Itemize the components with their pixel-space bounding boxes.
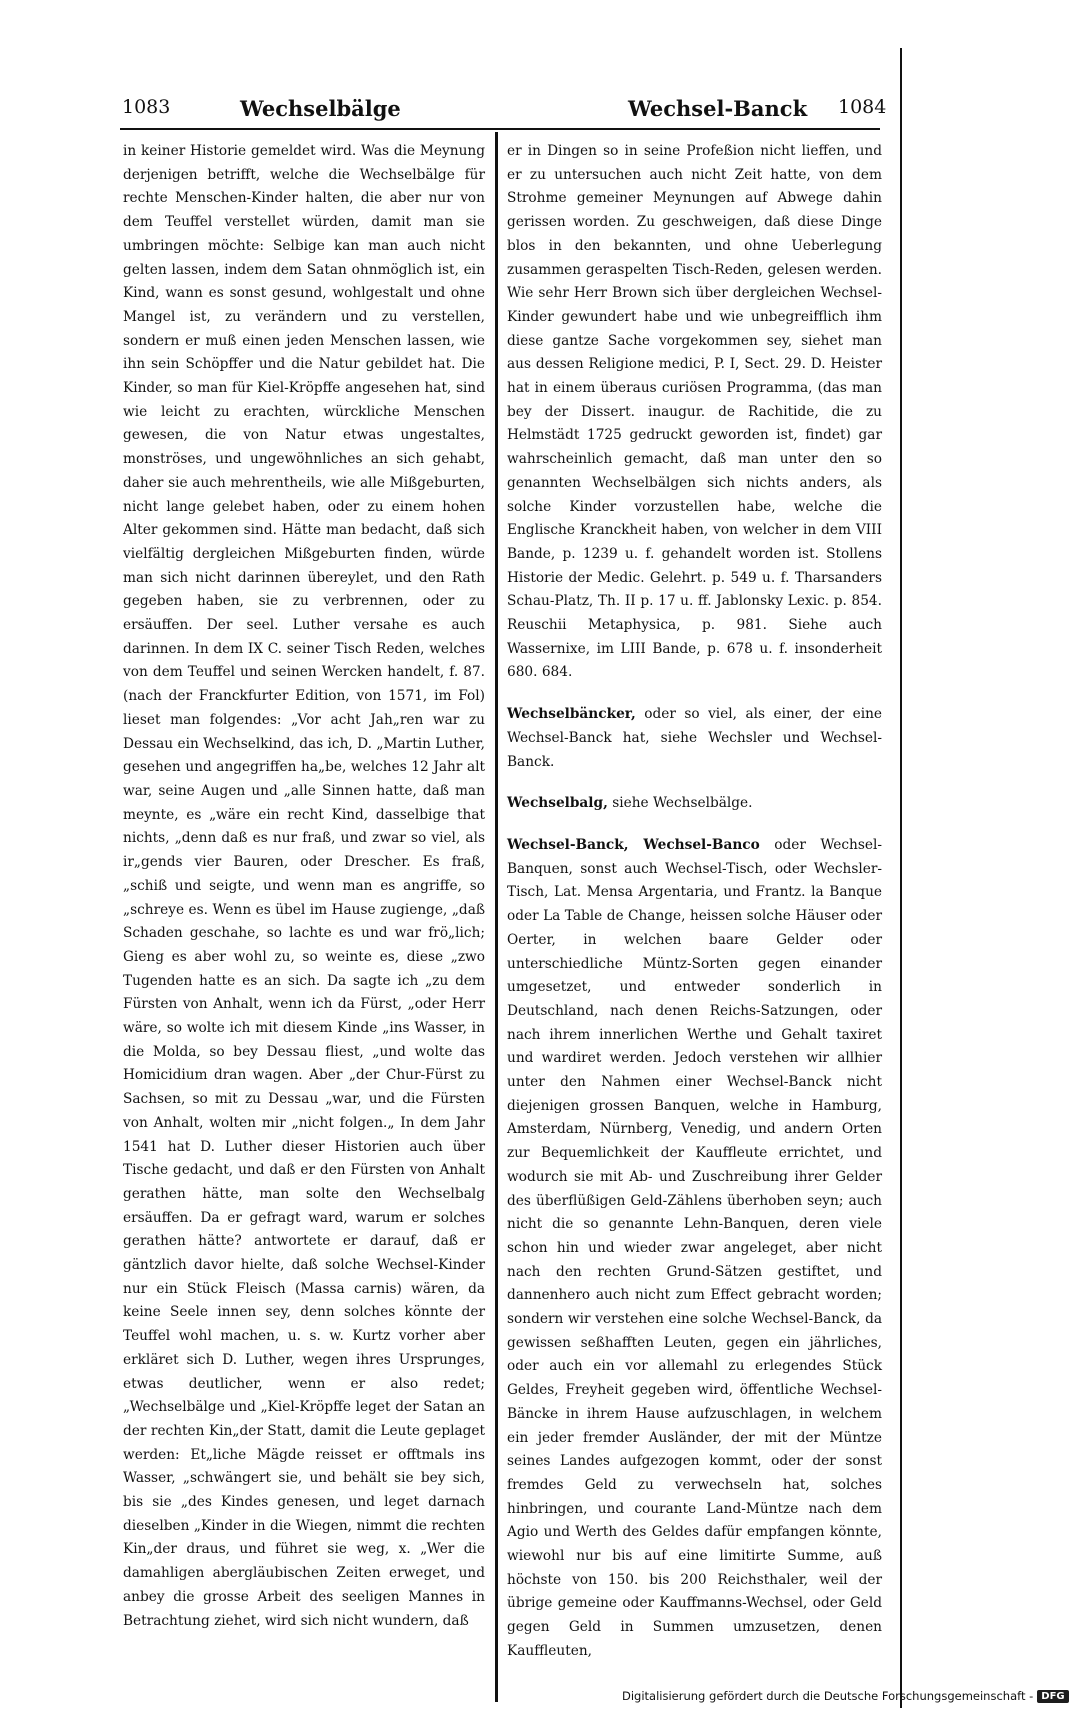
lemma-wechselbalg: Wechselbalg, [507,795,608,812]
entry-text: siehe Wechselbälge. [607,795,753,812]
left-column [123,140,485,1633]
entry-text: oder so viel, als einer, der eine Wechsel-Banck hat, siehe Wechsler und Wechsel-Banck. [507,706,882,770]
digitization-footer [622,1689,1069,1703]
left-column-text: in keiner Historie gemeldet wird. Was die Meynung derjenigen betrifft, welche die Wechselbälge für rechte Menschen-Kinder halten, die aber nur von dem Teuffel verstellet würden, damit man sie umbringen möchte: Selbige kan man auch nicht gelten lassen, indem dem Satan ohnmöglich ist, ein Kind, wann es sonst gesund, wohlgestalt und ohne Mangel ist, zu verändern und zu verstellen, sondern er muß einen jeden Menschen lassen, wie ihn sein Schöpffer und die Natur gebildet hat. Die Kinder, so man für Kiel-Kröpffe angesehen hat, sind wie leicht zu erachten, würckliche Menschen gewesen, die von Natur etwas ungestaltes, monströses, und ungewöhnliches an sich gehabt, daher sie auch mehrentheils, wie alle Mißgeburten, nicht lange gelebet haben, oder zu einem hohen Alter gekommen sind. Hätte man bedacht, daß sich vielfältig dergleichen Mißgeburten finden, würde man sich nicht darinnen übereylet, und den Rath gegeben haben, sie zu verbrennen, oder zu ersäuffen. Der seel. Luther versahe es auch darinnen. In dem IX C. seiner Tisch Reden, welches von dem Teuffel und seinen Wercken handelt, f. 87. (nach der Franckfurter Edition, von 1571, im Fol) lieset man folgendes: „Vor acht Jah„ren war zu Dessau ein Wechselkind, das ich, D. „Martin Luther, gesehen und angegriffen ha„be, welches 12 Jahr alt war, seine Augen und „alle Sinnen hatte, daß man meynte, es „wäre ein recht Kind, dasselbige that nichts, „denn daß es nur fraß, und zwar so viel, als ir„gends vier Bauren, oder Drescher. Es fraß, „schiß und seigte, und wenn man es angriffe, so „schreye es. Wenn es übel im Hause zugienge, „daß Schaden geschahe, so lachte es und war frö„lich; Gieng es aber wohl zu, so weinte es, diese „zwo Tugenden hatte es an sich. Da sagte ich „zu dem Fürsten von Anhalt, wenn ich da Fürst, „oder Herr wäre, so wolte ich mit diesem Kinde „ins Wasser, in die Molda, so bey Dessau fliest, „und wolte das Homicidium dran wagen. Aber „der Chur-Fürst zu Sachsen, so mit zu Dessau „war, und die Fürsten von Anhalt, wolten mir „nicht folgen.„ In dem Jahr 1541 hat D. Luther dieser Historien auch über Tische gedacht, und daß er den Fürsten von Anhalt gerathen hätte, man solte den Wechselbalg ersäuffen. Da er gefragt ward, warum er solches gerathen hätte? antwortete er darauf, daß er gäntzlich davor hielte, daß solche Wechsel-Kinder nur ein Stück Fleisch (Massa carnis) wären, da keine Seele innen sey, denn solches könnte der Teuffel wohl machen, u. s. w. Kurtz vorher aber erkläret sich D. Luther, wegen ihres Ursprunges, etwas deutlicher, wenn er also redet; „Wechselbälge und „Kiel-Kröpffe leget der Satan an der rechten Kin„der Statt, damit die Leute geplaget werden: Et„liche Mägde reisset er offtmals ins Wasser, „schwängert sie, und behält sie bey sich, bis sie „des Kindes genesen, und leget darnach dieselben „Kinder in die Wiegen, nimmt die rechten Kin„der draus, und führet sie weg, x. „Wer die damahligen abergläubischen Zeiten erweget, und anbey die grosse Arbeit des seeligen Mannes in Betrachtung ziehet, wird sich nicht wundern, daß [123,143,485,1629]
page-number-left: 1083 [122,96,171,118]
entry-text: oder Wechsel-Banquen, sonst auch Wechsel-Tisch, oder Wechsler-Tisch, Lat. Mensa Argentaria, und Frantz. la Banque oder La Table de Change, heissen solche Häuser oder Oerter, in welchen baare Gelder oder unterschiedliche Müntz-Sorten gegen einander umgesetzet, und entweder sonderlich in Deutschland, nach denen Reichs-Satzungen, oder nach ihrem innerlichen Werthe und Gehalt taxiret und wardiret werden. Jedoch verstehen wir allhier unter den Nahmen einer Wechsel-Banck nicht diejenigen grossen Banquen, welche in Hamburg, Amsterdam, Nürnberg, Venedig, und andern Orten zur Bequemlichkeit der Kauffleute errichtet, und wodurch sie mit Ab- und Zuschreibung ihrer Gelder des überflüßigen Geld-Zählens überhoben seyn; auch nicht die so genannte Lehn-Banquen, deren viele schon hin und wieder zwar angeleget, aber nicht nach den rechten Grund-Sätzen gestiftet, und dannenhero auch nicht zum Effect gebracht worden; sondern wir verstehen eine solche Wechsel-Banck, da gewissen seßhafften Leuten, gegen ein jährliches, oder auch ein vor allemahl zu erlegendes Stück Geldes, Freyheit gegeben wird, öffentliche Wechsel-Bäncke in ihrem Hause aufzuschlagen, in welchem ein jeder fremder Ausländer, der mit der Müntze seines Landes aufgezogen kommt, oder der sonst fremdes Geld zu verwechseln hat, solches hinbringen, und courante Land-Müntze nach dem Agio und Werth des Geldes dafür empfangen könnte, wiewohl nur bis auf eine limitirte Summe, auß höchste von 150. bis 200 Reichsthaler, weil der übrige gemeine oder Kauffmanns-Wechsel, oder Geld gegen Geld in Summen umzusetzen, denen Kauffleuten, [507,836,882,1659]
lemma-wechselbaencker: Wechselbäncker, [507,706,636,723]
lemma-wechsel-banck: Wechsel-Banck, Wechsel-Banco [507,836,760,853]
entry-wechselbaencker [507,703,882,774]
header-rule [120,128,880,130]
footer-text: Digitalisierung gefördert durch die Deutsche Forschungsgemeinschaft - [622,1689,1034,1703]
entry-wechselbalg [507,792,882,816]
column-divider [495,132,498,1702]
right-column [507,140,882,1664]
right-paragraph-1: er in Dingen so in seine Profeßion nicht lieffen, und er zu untersuchen auch nicht Zeit hatte, von dem Strohme gemeiner Meynungen auf Abwege dahin gerissen worden. Zu geschweigen, daß diese Dinge blos in den bekannten, und ohne Ueberlegung zusammen geraspelten Tisch-Reden, gelesen werden. Wie sehr Herr Brown sich über dergleichen Wechsel-Kinder gewundert habe und wie unbegreifflich ihm diese gantze Sache vorgekommen sey, siehet man aus dessen Religione medici, P. I, Sect. 29. D. Heister hat in einem überaus curiösen Programma, (das man bey der Dissert. inaugur. de Rachitide, die zu Helmstädt 1725 gedruckt geworden ist, findet) gar wahrscheinlich gemacht, daß man unter den so genannten Wechselbälgen sich nichts anders, als solche Kinder vorzustellen habe, welche die Englische Kranckheit haben, von welcher in dem VIII Bande, p. 1239 u. f. gehandelt worden ist. Stollens Historie der Medic. Gelehrt. p. 549 u. f. Tharsanders Schau-Platz, Th. II p. 17 u. ff. Jablonsky Lexic. p. 854. Reuschii Metaphysica, p. 981. Siehe auch Wassernixe, im LIII Bande, p. 678 u. f. insonderheit 680. 684. [507,143,882,681]
dfg-logo: DFG [1037,1690,1068,1703]
running-head-right: Wechsel-Banck [628,96,808,121]
page-number-right: 1084 [838,96,887,118]
running-head-left: Wechselbälge [240,96,401,121]
page-edge-rule [900,48,902,1708]
entry-wechsel-banck [507,834,882,1664]
